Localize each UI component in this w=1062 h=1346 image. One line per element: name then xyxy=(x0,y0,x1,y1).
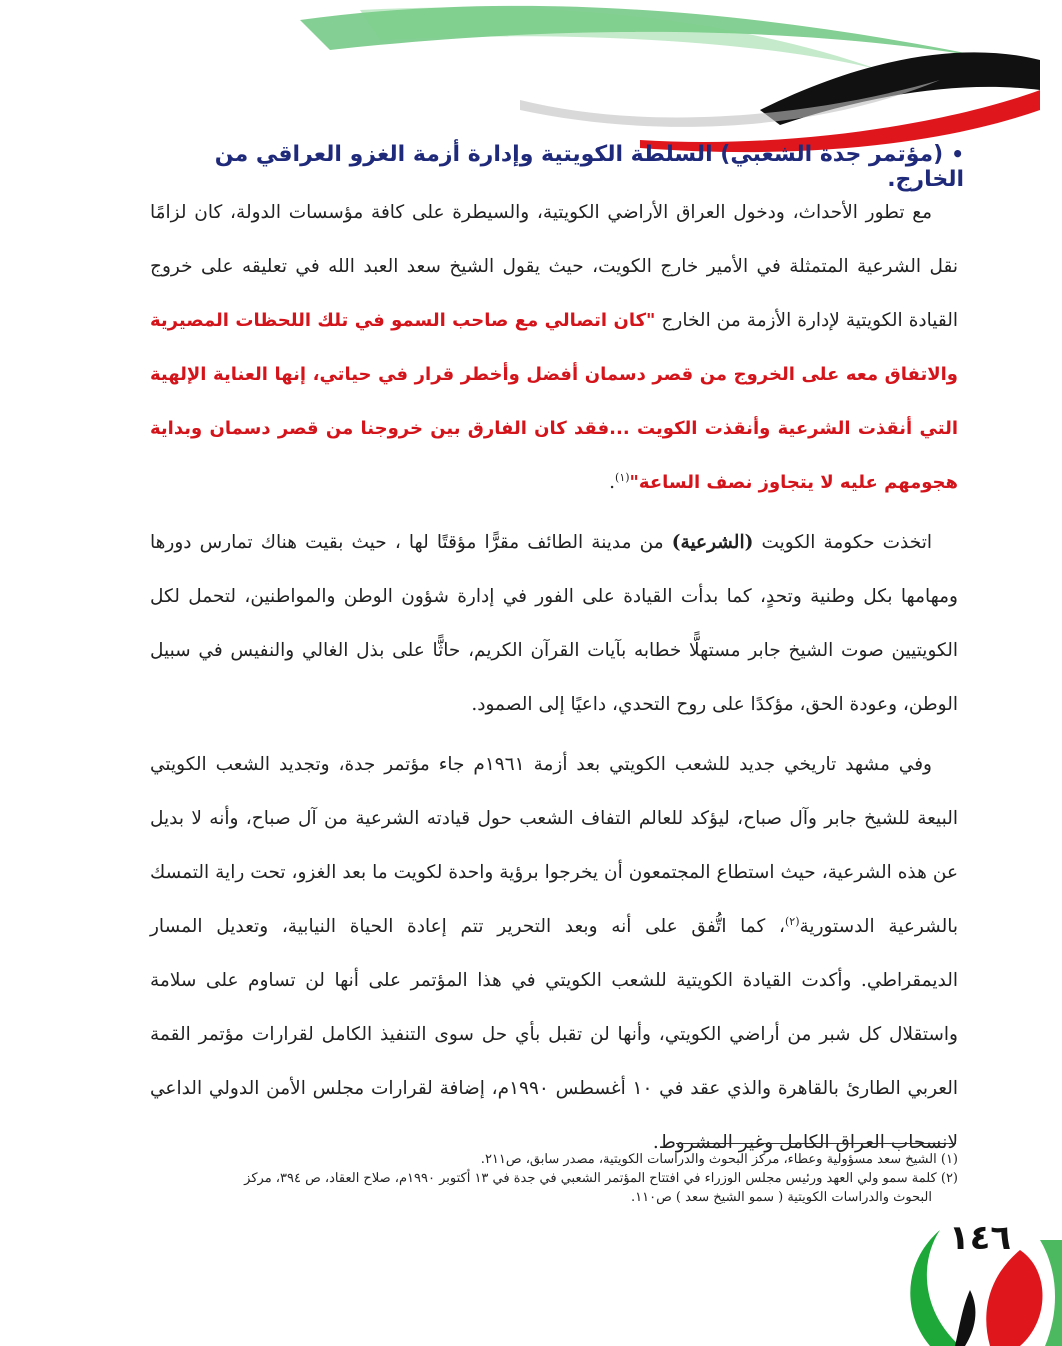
bullet-icon: • xyxy=(951,142,964,166)
paragraph-1-end: . xyxy=(609,472,616,493)
paragraph-2 xyxy=(150,516,958,732)
footnote-ref-2: (٢) xyxy=(784,914,800,928)
paragraph-3 xyxy=(150,738,958,1170)
paragraph-1 xyxy=(150,186,958,510)
footnote-divider xyxy=(676,1143,956,1144)
paragraph-2-text: من مدينة الطائف مقرًّا مؤقتًا لها ، حيث بقيت هناك تمارس دورها ومهامها بكل وطنية وتحدٍ، كما بدأت القيادة على الفور في إدارة شؤون الوطن والمواطنين، لتحمل لكل الكويتيين صوت الشيخ جابر مستهلًّا خطابه بآيات القرآن الكريم، حاثًّا على بذل الغالي والنفيس في سبيل الوطن، وعودة الحق، مؤكدًا على روح التحدي، داعيًا إلى الصمود. xyxy=(150,532,958,715)
paragraph-1-text: مع تطور الأحداث، ودخول العراق الأراضي الكويتية، والسيطرة على كافة مؤسسات الدولة، كان لزامًا نقل الشرعية المتمثلة في الأمير خارج الكويت، حيث يقول الشيخ سعد العبد الله في تعليقه على خروج القيادة الكويتية لإدارة الأزمة من الخارج xyxy=(150,202,958,331)
footnote-2: (٢) كلمة سمو ولي العهد ورئيس مجلس الوزراء في افتتاح المؤتمر الشعبي في جدة في ١٣ أكتوبر ١٩٩٠م، صلاح العقاد، ص ٣٩٤، مركز xyxy=(244,1171,958,1186)
legitimacy-term: (الشرعية) xyxy=(671,532,754,553)
footnotes xyxy=(140,1150,958,1207)
footnote-2-continued: البحوث والدراسات الكويتية ( سمو الشيخ سعد ) ص١١٠. xyxy=(630,1190,932,1205)
footnote-1: (١) الشيخ سعد مسؤولية وعطاء، مركز البحوث والدراسات الكويتية، مصدر سابق، ص٢١١. xyxy=(480,1152,958,1167)
quote-text: "كان اتصالي مع صاحب السمو في تلك اللحظات المصيرية والاتفاق معه على الخروج من قصر دسمان أفضل وأخطر قرار في حياتي، إنها العناية الإلهية التي أنقذت الشرعية وأنقذت الكويت ...فقد كان الفارق بين خروجنا من قصر دسمان وبداية هجومهم عليه لا يتجاوز نصف الساعة" xyxy=(150,310,958,493)
section-title xyxy=(150,142,964,192)
flag-ribbon-icon xyxy=(0,0,1062,160)
paragraph-2-start: اتخذت حكومة الكويت xyxy=(753,532,932,553)
footnote-ref-1: (١) xyxy=(615,470,630,484)
paragraph-3-end: ، كما اتُّفق على أنه وبعد التحرير تتم إعادة الحياة النيابية، وتعديل المسار الديمقراطي. وأكدت القيادة الكويتية للشعب الكويتي في هذا المؤتمر على أنها لن تساوم على سلامة واستقلال كل شبر من أراضي الكويتي، وأنها لن تقبل بأي حل سوى التنفيذ الكامل لقرارات مؤتمر القمة العربي الطارئ بالقاهرة والذي عقد في ١٠ أغسطس ١٩٩٠م، إضافة لقرارات مجلس الأمن الدولي الداعي لانسحاب العراق الكامل وغير المشروط. xyxy=(150,916,958,1153)
paragraph-3-text: وفي مشهد تاريخي جديد للشعب الكويتي بعد أزمة ١٩٦١م جاء مؤتمر جدة، وتجديد الشعب الكويتي البيعة للشيخ جابر وآل صباح، ليؤكد للعالم التفاف الشعب حول قيادته الشرعية من آل صباح، وأنه لا بديل عن هذه الشرعية، حيث استطاع المجتمعون أن يخرجوا برؤية واحدة لكويت ما بعد الغزو، تحت راية التمسك بالشرعية الدستورية xyxy=(150,754,959,937)
section-title-text: (مؤتمر جدة الشعبي) السلطة الكويتية وإدارة أزمة الغزو العراقي من الخارج. xyxy=(214,142,964,192)
page-number: ١٤٦ xyxy=(948,1218,1012,1258)
article-body xyxy=(150,186,958,1170)
